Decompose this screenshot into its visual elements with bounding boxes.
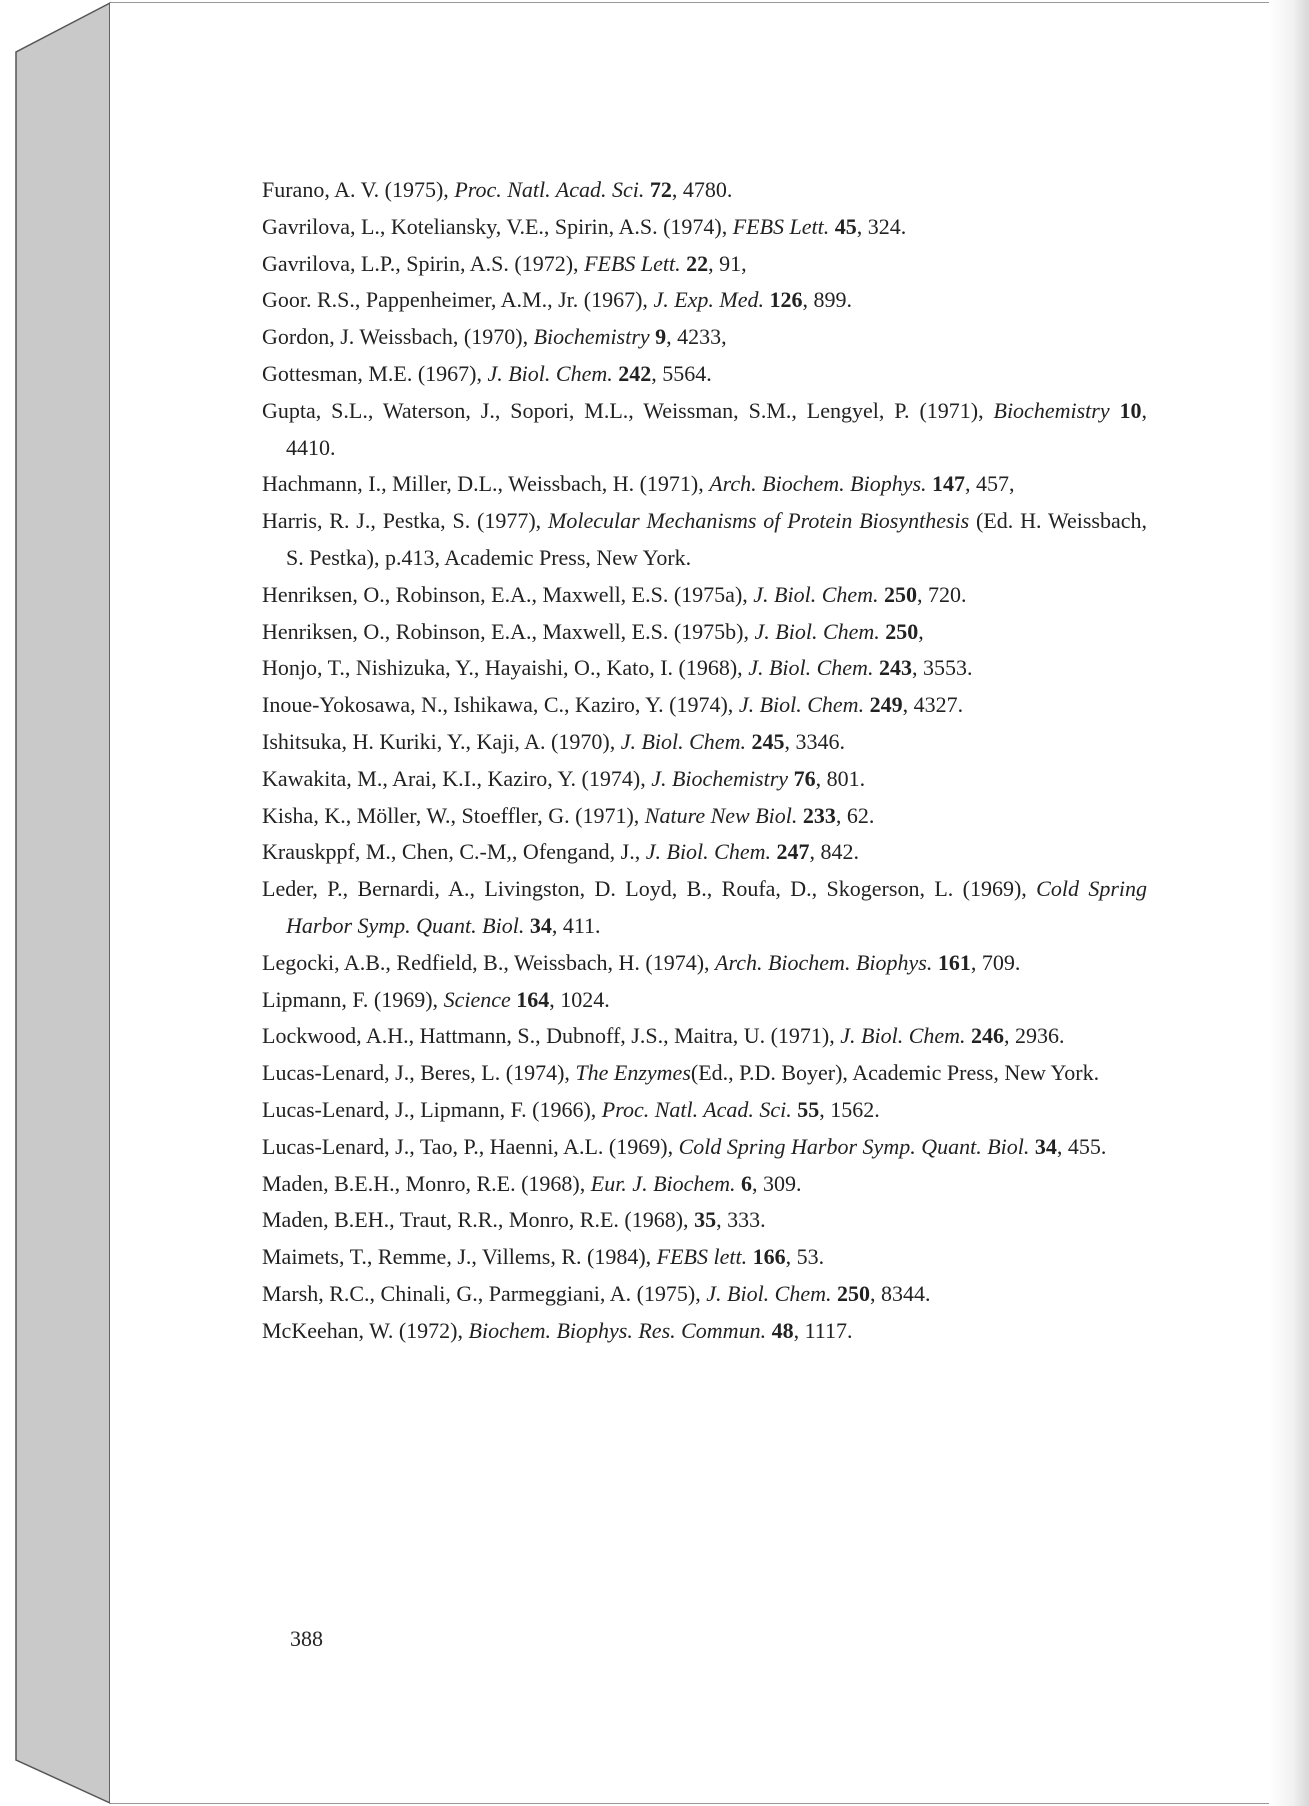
reference-volume: 233 [802,802,836,828]
reference-pages: , 53. [785,1244,825,1270]
reference-authors: Lucas-Lenard, J., Tao, P., Haenni, A.L. (1969), [262,1133,679,1159]
reference-pages: , 411. [551,912,601,938]
reference-journal: J. Biol. Chem. [487,360,613,386]
reference-authors: Henriksen, O., Robinson, E.A., Maxwell, E.S. (1975a), [262,581,754,607]
reference-pages: , 1117. [793,1317,853,1343]
reference-journal: FEBS lett. [656,1244,748,1270]
reference-journal: Proc. Natl. Acad. Sci. [601,1096,792,1122]
reference-volume: 245 [751,728,785,754]
reference-authors: Gupta, S.L., Waterson, J., Sopori, M.L., Weissman, S.M., Lengyel, P. (1971), [262,397,994,423]
reference-pages: , 801. [815,765,866,791]
reference-pages: , 709. [970,949,1021,975]
reference-authors: Krauskppf, M., Chen, C.-M,, Ofengand, J., [262,839,646,865]
reference-entry [262,1202,1147,1239]
reference-entry [262,172,1147,209]
reference-entry [262,650,1147,687]
reference-journal: J. Exp. Med. [653,287,764,313]
reference-pages: , 3346. [784,728,845,754]
reference-pages: , 1024. [549,986,610,1012]
reference-journal: Eur. J. Biochem. [590,1170,736,1196]
reference-journal: J. Biol. Chem. [645,839,771,865]
page-number: 388 [290,1626,323,1651]
reference-journal: Nature New Biol. [644,802,798,828]
reference-volume: 147 [932,471,966,497]
reference-pages: , 457, [965,471,1015,497]
reference-entry [262,466,1147,503]
reference-entry [262,798,1147,835]
reference-volume: 9 [655,324,667,350]
reference-entry [262,1018,1147,1055]
reference-journal: Biochemistry [993,397,1110,423]
reference-pages: , 324. [856,213,907,239]
reference-pages: , 1562. [819,1096,880,1122]
reference-volume: 34 [529,912,552,938]
reference-pages: (Ed. H. Weissbach, S. Pestka), p.413, Academic Press, New York. [286,508,1147,570]
reference-pages: , 899. [802,287,852,313]
reference-journal: J. Biol. Chem. [840,1023,966,1049]
reference-volume: 35 [694,1207,717,1233]
reference-pages: , 842. [809,839,859,865]
reference-entry [262,1166,1147,1203]
reference-volume: 243 [878,655,912,681]
reference-journal: J. Biol. Chem. [748,655,874,681]
reference-pages: , 8344. [870,1280,931,1306]
reference-pages: (Ed., P.D. Boyer), Academic Press, New York. [690,1060,1100,1086]
reference-authors: Hachmann, I., Miller, D.L., Weissbach, H. (1971), [262,471,710,497]
reference-pages: , 720. [917,581,967,607]
reference-authors: Lockwood, A.H., Hattmann, S., Dubnoff, J.S., Maitra, U. (1971), [262,1023,841,1049]
reference-authors: Gavrilova, L.P., Spirin, A.S. (1972), [262,250,585,276]
reference-authors: Kisha, K., Möller, W., Stoeffler, G. (1971), [262,802,645,828]
reference-entry [262,282,1147,319]
reference-entry [262,1239,1147,1276]
reference-entry [262,614,1147,651]
reference-authors: Lucas-Lenard, J., Lipmann, F. (1966), [262,1096,602,1122]
reference-authors: Gottesman, M.E. (1967), [262,360,488,386]
reference-journal: J. Biol. Chem. [753,581,879,607]
reference-authors: Lucas-Lenard, J., Beres, L. (1974), [262,1060,576,1086]
reference-volume: 48 [771,1317,794,1343]
reference-volume: 250 [885,618,919,644]
reference-authors: Lipmann, F. (1969), [262,986,444,1012]
reference-volume: 10 [1119,397,1142,423]
reference-journal: J. Biol. Chem. [706,1280,832,1306]
reference-authors: Honjo, T., Nishizuka, Y., Hayaishi, O., Kato, I. (1968), [262,655,749,681]
reference-entry [262,209,1147,246]
reference-authors: Leder, P., Bernardi, A., Livingston, D. Loyd, B., Roufa, D., Skogerson, L. (1969), [262,876,1037,902]
reference-pages: , 309. [752,1170,802,1196]
reference-authors: Legocki, A.B., Redfield, B., Weissbach, H. (1974), [262,949,716,975]
reference-journal: J. Biol. Chem. [754,618,880,644]
reference-journal: Proc. Natl. Acad. Sci. [454,177,645,202]
reference-authors: Marsh, R.C., Chinali, G., Parmeggiani, A. (1975), [262,1280,707,1306]
reference-entry [262,1276,1147,1313]
reference-entry [262,945,1147,982]
reference-list [262,172,1147,1350]
reference-authors: Maden, B.E.H., Monro, R.E. (1968), [262,1170,591,1196]
reference-pages: , 333. [716,1207,766,1233]
reference-volume: 72 [649,177,672,202]
reference-authors: Gordon, J. Weissbach, (1970), [262,324,534,350]
reference-journal: FEBS Lett. [732,213,830,239]
reference-volume: 22 [686,250,709,276]
reference-journal: Cold Spring Harbor Symp. Quant. Biol. [678,1133,1030,1159]
reference-authors: Henriksen, O., Robinson, E.A., Maxwell, E.S. (1975b), [262,618,755,644]
reference-journal: The Enzymes [575,1060,691,1086]
reference-entry [262,761,1147,798]
reference-authors: Kawakita, M., Arai, K.I., Kaziro, Y. (1974), [262,765,652,791]
reference-entry [262,1129,1147,1166]
reference-authors: Goor. R.S., Pappenheimer, A.M., Jr. (1967), [262,287,654,313]
reference-pages: , 62. [835,802,875,828]
reference-authors: Inoue-Yokosawa, N., Ishikawa, C., Kaziro, Y. (1974), [262,692,739,718]
reference-entry [262,982,1147,1019]
reference-entry [262,834,1147,871]
reference-entry [262,1092,1147,1129]
reference-entry [262,393,1147,467]
reference-volume: 126 [769,287,803,313]
reference-volume: 55 [797,1096,820,1122]
reference-volume: 249 [869,692,903,718]
reference-pages: , [918,618,924,644]
reference-pages: , 3553. [911,655,973,681]
page-edge-shadow [1269,0,1309,1806]
reference-journal: Science [443,986,511,1012]
reference-entry [262,1313,1147,1350]
reference-entry [262,246,1147,283]
reference-journal: Biochemistry [533,324,650,350]
reference-journal: Arch. Biochem. Biophys. [709,471,927,497]
reference-journal: J. Biol. Chem. [620,728,746,754]
reference-volume: 247 [776,839,810,865]
reference-journal: Molecular Mechanisms of Protein Biosynthesis [548,508,970,534]
reference-pages: , 4233, [666,324,727,350]
reference-journal: Arch. Biochem. Biophys. [715,949,933,975]
reference-entry [262,319,1147,356]
reference-entry [262,871,1147,945]
reference-pages: , 5564. [651,360,712,386]
reference-pages: , 91, [708,250,747,276]
reference-pages: , 4780. [671,177,733,202]
reference-volume: 242 [618,360,652,386]
reference-pages: , 2936. [1004,1023,1065,1049]
reference-journal: Biochem. Biophys. Res. Commun. [468,1317,767,1343]
reference-volume: 34 [1034,1133,1057,1159]
reference-volume: 76 [793,765,816,791]
reference-authors: Maimets, T., Remme, J., Villems, R. (1984), [262,1244,657,1270]
reference-pages: , 4410. [286,397,1147,460]
reference-authors: McKeehan, W. (1972), [262,1317,469,1343]
reference-volume: 246 [971,1023,1005,1049]
reference-authors: Harris, R. J., Pestka, S. (1977), [262,508,549,534]
reference-volume: 250 [837,1280,871,1306]
reference-volume: 45 [834,213,857,239]
reference-authors: Furano, A. V. (1975), [262,177,455,202]
reference-authors: Ishitsuka, H. Kuriki, Y., Kaji, A. (1970), [262,728,621,754]
reference-authors: Gavrilova, L., Koteliansky, V.E., Spirin, A.S. (1974), [262,213,733,239]
reference-pages: , 455. [1056,1133,1107,1159]
reference-entry [262,356,1147,393]
reference-journal: J. Biol. Chem. [738,692,865,718]
reference-volume: 166 [752,1244,786,1270]
reference-volume: 164 [516,986,550,1012]
reference-entry [262,1055,1147,1092]
reference-entry [262,577,1147,614]
reference-journal: J. Biochemistry [651,765,789,791]
reference-volume: 161 [937,949,971,975]
reference-pages: , 4327. [902,692,964,718]
reference-journal: FEBS Lett. [584,250,681,276]
reference-authors: Maden, B.EH., Traut, R.R., Monro, R.E. (1968), [262,1207,695,1233]
reference-journal: Cold Spring Harbor Symp. Quant. Biol. [286,876,1147,938]
reference-entry [262,503,1147,577]
reference-volume: 6 [741,1170,753,1196]
reference-volume: 250 [884,581,918,607]
reference-entry [262,724,1147,761]
reference-entry [262,687,1147,724]
